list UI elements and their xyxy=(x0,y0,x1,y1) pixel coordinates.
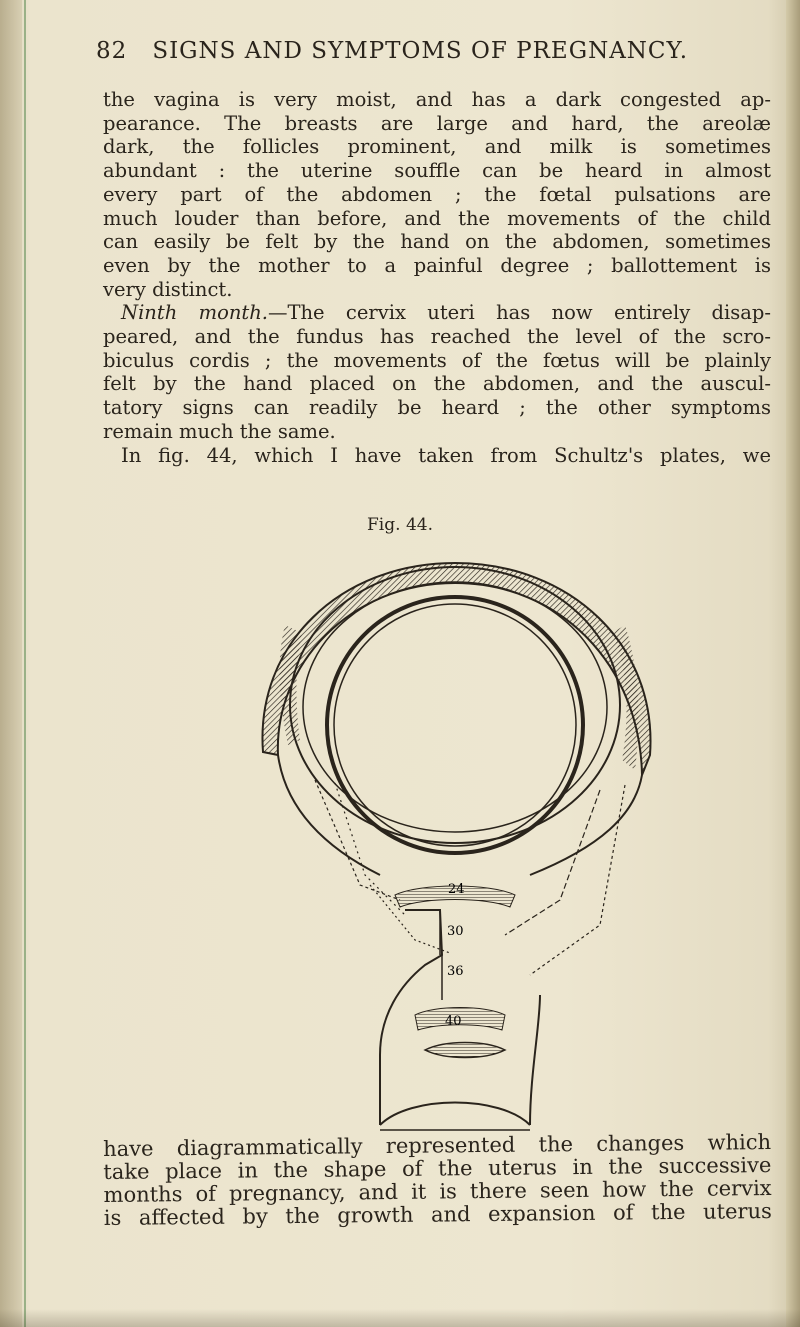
text-line: tatory signs can readily be heard ; the other symptoms xyxy=(103,396,771,420)
month-label: 30 xyxy=(447,924,464,939)
text-line: the vagina is very moist, and has a dark congested ap- xyxy=(103,88,771,111)
cervix-opening xyxy=(425,1043,505,1058)
outer-uterine-wall xyxy=(262,563,650,775)
body-text-top xyxy=(103,88,771,467)
running-title: SIGNS AND SYMPTOMS OF PREGNANCY. xyxy=(152,38,689,64)
month-outline-dashed xyxy=(335,783,405,915)
text-line: remain much the same. xyxy=(103,419,336,443)
foetal-head xyxy=(327,597,583,853)
running-header xyxy=(96,38,689,64)
text-line: peared, and the fundus has reached the level of the scro- xyxy=(103,325,771,349)
text-line: every part of the abdomen ; the fœtal pulsations are xyxy=(103,182,771,206)
text-line: abundant : the uterine souffle can be heard in almost xyxy=(103,159,771,183)
month-label: 36 xyxy=(447,964,464,979)
text-line: months of pregnancy, and it is there seen how the cervix xyxy=(103,1176,772,1207)
text-line: much louder than before, and the movements of the child xyxy=(103,206,771,230)
text-line: felt by the hand placed on the abdomen, and the auscul- xyxy=(103,372,771,396)
text-line: even by the mother to a painful degree ; ballottement is xyxy=(103,253,771,277)
page-number: 82 xyxy=(96,38,128,64)
body-text-bottom xyxy=(103,1131,772,1230)
ninth-month-heading: Ninth month. xyxy=(121,301,268,325)
text-line: is affected by the growth and expansion of the uterus xyxy=(103,1199,772,1230)
month-label: 24 xyxy=(448,882,465,897)
month-outline-dashed xyxy=(505,790,600,935)
text-line: can easily be felt by the hand on the abdomen, sometimes xyxy=(103,230,771,254)
figure-caption: Fig. 44. xyxy=(367,515,433,535)
uterus-diagram xyxy=(240,555,660,1135)
cervix-wall-right xyxy=(530,995,540,1125)
text-line: pearance. The breasts are large and hard, the areolæ xyxy=(103,111,771,135)
text-fragment: —The cervix uteri has now entirely disap- xyxy=(267,301,771,325)
wall-shading-left xyxy=(279,625,302,745)
vaginal-canal xyxy=(380,1103,530,1126)
binding-gutter xyxy=(0,0,22,1327)
text-line: dark, the follicles prominent, and milk is sometimes xyxy=(103,135,771,159)
text-line: In fig. 44, which I have taken from Schultz's plates, we xyxy=(121,443,771,467)
foetal-head-inner xyxy=(334,604,576,846)
text-line: take place in the shape of the uterus in the successive xyxy=(103,1153,772,1184)
month-outline-dashed xyxy=(530,785,625,975)
page-bottom-shadow xyxy=(0,1309,800,1327)
month-label: 40 xyxy=(445,1014,462,1029)
text-line: very distinct. xyxy=(103,277,233,301)
page-edge xyxy=(786,0,800,1327)
gutter-rule xyxy=(24,0,26,1327)
text-line: have diagrammatically represented the changes which xyxy=(102,1130,772,1161)
ninth-month-line xyxy=(103,301,771,325)
text-line: biculus cordis ; the movements of the fœtus will be plainly xyxy=(103,348,771,372)
